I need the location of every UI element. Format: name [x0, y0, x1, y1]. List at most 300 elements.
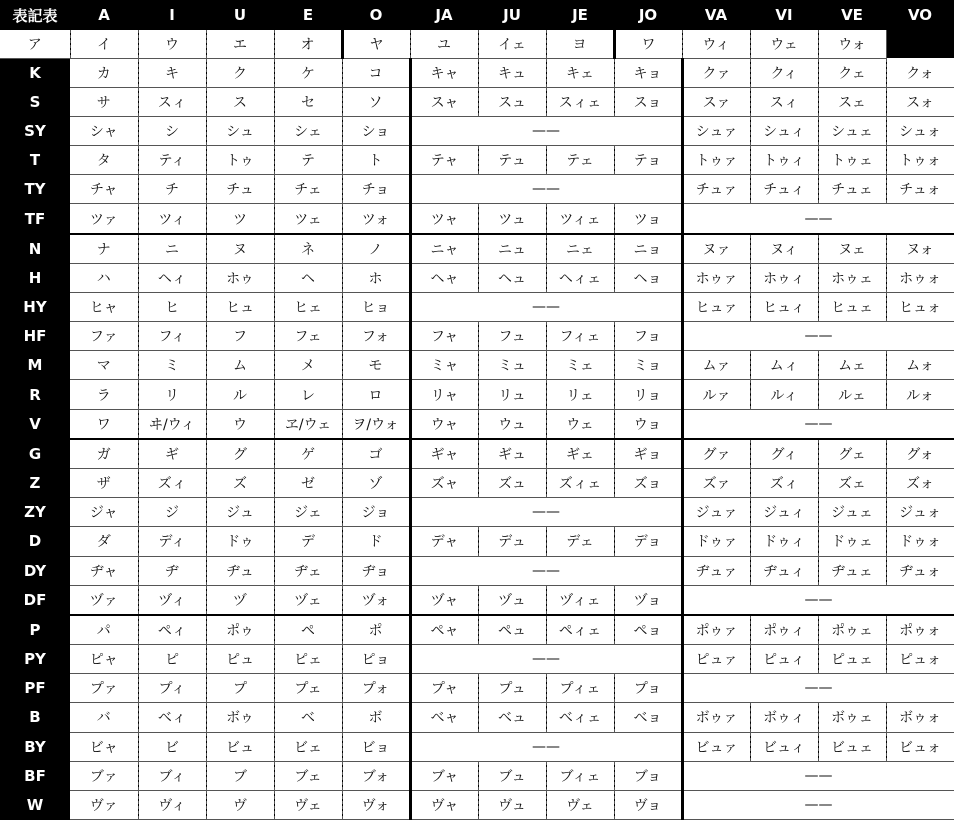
table-corner-title: 表記表	[0, 0, 70, 30]
kana-cell: ゴ	[342, 439, 410, 469]
kana-cell: クァ	[682, 58, 750, 87]
column-header: JE	[546, 0, 614, 30]
kana-cell: ヂェ	[274, 556, 342, 585]
kana-cell: ヘィ	[138, 264, 206, 293]
kana-cell: ペィェ	[546, 615, 614, 645]
kana-cell: ジ	[138, 498, 206, 527]
kana-cell: ルェ	[818, 380, 886, 409]
kana-cell: キェ	[546, 58, 614, 87]
row-header: M	[0, 351, 70, 380]
kana-cell: ムァ	[682, 351, 750, 380]
kana-cell: ウュ	[478, 409, 546, 439]
kana-cell: ト	[342, 146, 410, 175]
kana-cell: ハ	[70, 264, 138, 293]
kana-cell: キャ	[410, 58, 478, 87]
table-row	[0, 117, 954, 146]
kana-cell: オ	[274, 30, 342, 58]
kana-cell: ブュ	[478, 761, 546, 790]
kana-cell: ジュ	[206, 498, 274, 527]
kana-cell: トゥェ	[818, 146, 886, 175]
kana-cell: ヌォ	[886, 234, 954, 264]
kana-cell: フォ	[342, 322, 410, 351]
table-row	[0, 351, 954, 380]
kana-cell: トゥォ	[886, 146, 954, 175]
kana-cell: ツィ	[138, 204, 206, 234]
table-row	[0, 30, 954, 58]
kana-cell: ヅュ	[478, 585, 546, 615]
kana-cell: フャ	[410, 322, 478, 351]
kana-cell: ムェ	[818, 351, 886, 380]
kana-cell: ヂュァ	[682, 556, 750, 585]
kana-cell: ウィ	[682, 30, 750, 58]
kana-cell: ボゥ	[206, 703, 274, 732]
kana-cell: ミュ	[478, 351, 546, 380]
kana-cell: ピュィ	[750, 645, 818, 674]
row-header: BY	[0, 732, 70, 761]
row-header: DF	[0, 585, 70, 615]
kana-cell: ヤ	[342, 30, 410, 58]
kana-cell: ドゥ	[206, 527, 274, 556]
kana-cell: ヅ	[206, 585, 274, 615]
kana-cell: プュ	[478, 674, 546, 703]
kana-cell: ショ	[342, 117, 410, 146]
kana-cell: ヒェ	[274, 293, 342, 322]
kana-cell: チャ	[70, 175, 138, 204]
kana-cell: ヴォ	[342, 790, 410, 819]
kana-cell: チョ	[342, 175, 410, 204]
kana-cell: ウ	[206, 409, 274, 439]
kana-cell: ジュァ	[682, 498, 750, 527]
kana-cell: サ	[70, 88, 138, 117]
kana-cell: ボ	[342, 703, 410, 732]
kana-cell: ム	[206, 351, 274, 380]
kana-cell: デャ	[410, 527, 478, 556]
row-header: PF	[0, 674, 70, 703]
kana-cell: フュ	[478, 322, 546, 351]
kana-cell: フョ	[614, 322, 682, 351]
table-row	[0, 234, 954, 264]
kana-cell: ズョ	[614, 469, 682, 498]
kana-cell: ズィ	[138, 469, 206, 498]
row-header: TY	[0, 175, 70, 204]
kana-cell: ムィ	[750, 351, 818, 380]
kana-cell: ピュァ	[682, 645, 750, 674]
kana-cell: チ	[138, 175, 206, 204]
kana-cell: ツォ	[342, 204, 410, 234]
kana-cell: ヴァ	[70, 790, 138, 819]
kana-cell: ブャ	[410, 761, 478, 790]
kana-cell: ドゥァ	[682, 527, 750, 556]
table-row	[0, 790, 954, 819]
table-row	[0, 293, 954, 322]
kana-cell: スェ	[818, 88, 886, 117]
kana-cell: ボゥィ	[750, 703, 818, 732]
kana-cell: ピュォ	[886, 645, 954, 674]
kana-cell: デュ	[478, 527, 546, 556]
kana-cell: ル	[206, 380, 274, 409]
kana-cell: ニ	[138, 234, 206, 264]
kana-cell: ヘ	[274, 264, 342, 293]
kana-cell: ホゥェ	[818, 264, 886, 293]
kana-cell: チュィ	[750, 175, 818, 204]
kana-cell: ジュォ	[886, 498, 954, 527]
kana-cell: ルァ	[682, 380, 750, 409]
kana-cell: ピュェ	[818, 645, 886, 674]
kana-cell: ズュ	[478, 469, 546, 498]
column-header: VA	[682, 0, 750, 30]
kana-cell: ボゥァ	[682, 703, 750, 732]
table-row	[0, 175, 954, 204]
kana-cell: ベィ	[138, 703, 206, 732]
kana-cell: マ	[70, 351, 138, 380]
kana-cell: スィ	[138, 88, 206, 117]
row-header: ZY	[0, 498, 70, 527]
kana-cell: リャ	[410, 380, 478, 409]
kana-cell: ヂュォ	[886, 556, 954, 585]
column-header: JA	[410, 0, 478, 30]
table-row	[0, 703, 954, 732]
table-row	[0, 58, 954, 87]
kana-cell: ベィェ	[546, 703, 614, 732]
kana-cell: テャ	[410, 146, 478, 175]
kana-cell: ズャ	[410, 469, 478, 498]
kana-cell: ニュ	[478, 234, 546, 264]
kana-cell: ヴェ	[274, 790, 342, 819]
kana-cell: ビャ	[70, 732, 138, 761]
kana-cell: ニャ	[410, 234, 478, 264]
kana-cell: プィェ	[546, 674, 614, 703]
kana-cell: ペィ	[138, 615, 206, 645]
row-header: Z	[0, 469, 70, 498]
kana-cell: ゲ	[274, 439, 342, 469]
kana-cell: グ	[206, 439, 274, 469]
row-header: HF	[0, 322, 70, 351]
column-header: O	[342, 0, 410, 30]
kana-cell: ホゥォ	[886, 264, 954, 293]
kana-cell: ポゥォ	[886, 615, 954, 645]
row-header: DY	[0, 556, 70, 585]
kana-cell: デョ	[614, 527, 682, 556]
kana-cell: ツァ	[70, 204, 138, 234]
kana-cell: ウ	[138, 30, 206, 58]
kana-cell: ミャ	[410, 351, 478, 380]
kana-cell: ポ	[342, 615, 410, 645]
kana-cell: スャ	[410, 88, 478, 117]
kana-cell: ヒ	[138, 293, 206, 322]
kana-cell: シュィ	[750, 117, 818, 146]
kana-cell: ヌィ	[750, 234, 818, 264]
kana-cell: ビュォ	[886, 732, 954, 761]
kana-cell: プ	[206, 674, 274, 703]
kana-cell: ジェ	[274, 498, 342, 527]
kana-cell: シュァ	[682, 117, 750, 146]
kana-cell: ヅァ	[70, 585, 138, 615]
kana-cell: ホゥィ	[750, 264, 818, 293]
kana-cell: ロ	[342, 380, 410, 409]
kana-cell: ギ	[138, 439, 206, 469]
kana-cell: ギェ	[546, 439, 614, 469]
kana-cell: ヴャ	[410, 790, 478, 819]
kana-cell: ホ	[342, 264, 410, 293]
kana-cell: ミェ	[546, 351, 614, 380]
kana-cell: ヒャ	[70, 293, 138, 322]
kana-cell: ビュァ	[682, 732, 750, 761]
kana-cell: ギュ	[478, 439, 546, 469]
not-applicable-cell: ——	[410, 117, 682, 146]
table-row	[0, 732, 954, 761]
column-header: JO	[614, 0, 682, 30]
kana-cell: ポゥィ	[750, 615, 818, 645]
kana-table-body	[0, 30, 954, 820]
kana-cell: ヅィ	[138, 585, 206, 615]
kana-cell: ベ	[274, 703, 342, 732]
kana-cell: シ	[138, 117, 206, 146]
table-row	[0, 264, 954, 293]
row-header: TF	[0, 204, 70, 234]
kana-cell: ヒョ	[342, 293, 410, 322]
kana-cell: キュ	[478, 58, 546, 87]
kana-cell: スィ	[750, 88, 818, 117]
not-applicable-cell: ——	[682, 790, 954, 819]
kana-cell: タ	[70, 146, 138, 175]
row-header: N	[0, 234, 70, 264]
kana-cell: パ	[70, 615, 138, 645]
kana-cell: ポゥァ	[682, 615, 750, 645]
kana-cell: ヒュァ	[682, 293, 750, 322]
kana-cell: ジャ	[70, 498, 138, 527]
kana-cell: ヴェ	[546, 790, 614, 819]
kana-cell: ヘュ	[478, 264, 546, 293]
kana-cell: ワ	[614, 30, 682, 58]
table-row	[0, 645, 954, 674]
kana-cell: ヅョ	[614, 585, 682, 615]
kana-cell: テュ	[478, 146, 546, 175]
kana-cell: ス	[206, 88, 274, 117]
row-header: H	[0, 264, 70, 293]
kana-cell: ネ	[274, 234, 342, 264]
kana-cell: ザ	[70, 469, 138, 498]
kana-cell: ウェ	[750, 30, 818, 58]
kana-cell: ペュ	[478, 615, 546, 645]
kana-cell: ヒュォ	[886, 293, 954, 322]
kana-cell: ツィェ	[546, 204, 614, 234]
row-header: W	[0, 790, 70, 819]
kana-cell: メ	[274, 351, 342, 380]
kana-cell: スォ	[886, 88, 954, 117]
kana-cell: ク	[206, 58, 274, 87]
kana-cell: ドゥェ	[818, 527, 886, 556]
kana-cell: ヂュェ	[818, 556, 886, 585]
kana-cell: ミョ	[614, 351, 682, 380]
kana-cell: ヂョ	[342, 556, 410, 585]
kana-cell: ビョ	[342, 732, 410, 761]
kana-cell: トゥァ	[682, 146, 750, 175]
table-row	[0, 615, 954, 645]
kana-cell: レ	[274, 380, 342, 409]
row-header: HY	[0, 293, 70, 322]
kana-cell: ズィ	[750, 469, 818, 498]
not-applicable-cell: ——	[410, 175, 682, 204]
not-applicable-cell: ——	[682, 322, 954, 351]
kana-cell: ツェ	[274, 204, 342, 234]
kana-cell: チュァ	[682, 175, 750, 204]
kana-cell: ヲ/ウォ	[342, 409, 410, 439]
kana-cell: モ	[342, 351, 410, 380]
kana-cell: ピュ	[206, 645, 274, 674]
kana-cell: ギョ	[614, 439, 682, 469]
kana-cell: ルォ	[886, 380, 954, 409]
row-header: K	[0, 58, 70, 87]
kana-cell: ルィ	[750, 380, 818, 409]
kana-cell: ノ	[342, 234, 410, 264]
kana-cell: スョ	[614, 88, 682, 117]
kana-cell: カ	[70, 58, 138, 87]
kana-cell: ヒュィ	[750, 293, 818, 322]
kana-cell: ベュ	[478, 703, 546, 732]
column-header: A	[70, 0, 138, 30]
kana-cell: エ	[206, 30, 274, 58]
kana-cell: ズェ	[818, 469, 886, 498]
kana-cell: ウェ	[546, 409, 614, 439]
kana-cell: ヌァ	[682, 234, 750, 264]
kana-cell: ヒュ	[206, 293, 274, 322]
kana-cell: ビュェ	[818, 732, 886, 761]
kana-cell: ツュ	[478, 204, 546, 234]
column-header: U	[206, 0, 274, 30]
kana-cell: ペョ	[614, 615, 682, 645]
kana-cell: リュ	[478, 380, 546, 409]
kana-cell: フェ	[274, 322, 342, 351]
kana-cell: シュ	[206, 117, 274, 146]
table-row	[0, 439, 954, 469]
kana-cell: ビ	[138, 732, 206, 761]
table-row	[0, 88, 954, 117]
kana-cell: ヂュ	[206, 556, 274, 585]
kana-cell: スァ	[682, 88, 750, 117]
kana-cell: ヌェ	[818, 234, 886, 264]
kana-cell: キョ	[614, 58, 682, 87]
kana-cell: ヴュ	[478, 790, 546, 819]
kana-cell: ガ	[70, 439, 138, 469]
kana-cell: バ	[70, 703, 138, 732]
kana-cell: プャ	[410, 674, 478, 703]
kana-cell: ズ	[206, 469, 274, 498]
kana-cell: シェ	[274, 117, 342, 146]
table-row	[0, 380, 954, 409]
row-header: D	[0, 527, 70, 556]
row-header: SY	[0, 117, 70, 146]
kana-cell: トゥ	[206, 146, 274, 175]
kana-cell: ビュィ	[750, 732, 818, 761]
header-row	[0, 0, 954, 30]
kana-cell: ピ	[138, 645, 206, 674]
kana-cell: シュェ	[818, 117, 886, 146]
kana-cell: ユ	[410, 30, 478, 58]
kana-cell: ビュ	[206, 732, 274, 761]
kana-cell: ゾ	[342, 469, 410, 498]
kana-cell: ファ	[70, 322, 138, 351]
kana-cell: ツャ	[410, 204, 478, 234]
kana-cell: ベャ	[410, 703, 478, 732]
kana-cell: ペャ	[410, 615, 478, 645]
kana-cell: プョ	[614, 674, 682, 703]
kana-cell: テ	[274, 146, 342, 175]
kana-cell: ジュェ	[818, 498, 886, 527]
kana-cell: チュォ	[886, 175, 954, 204]
kana-cell: ナ	[70, 234, 138, 264]
kana-cell: イ	[70, 30, 138, 58]
kana-cell: デェ	[546, 527, 614, 556]
kana-cell: ヨ	[546, 30, 614, 58]
kana-cell: ヴ	[206, 790, 274, 819]
kana-cell: ジュィ	[750, 498, 818, 527]
column-header: VO	[886, 0, 954, 30]
kana-cell: クェ	[818, 58, 886, 87]
not-applicable-cell: ——	[682, 204, 954, 234]
kana-cell: ポゥ	[206, 615, 274, 645]
kana-cell: セ	[274, 88, 342, 117]
kana-cell: テョ	[614, 146, 682, 175]
kana-cell: ヴョ	[614, 790, 682, 819]
kana-cell: フィ	[138, 322, 206, 351]
kana-cell: ブェ	[274, 761, 342, 790]
kana-cell: デ	[274, 527, 342, 556]
table-row	[0, 761, 954, 790]
kana-cell: ブ	[206, 761, 274, 790]
kana-cell: ヂュィ	[750, 556, 818, 585]
kana-cell: ディ	[138, 527, 206, 556]
kana-cell: プァ	[70, 674, 138, 703]
kana-cell: チュ	[206, 175, 274, 204]
kana-cell: ヒュェ	[818, 293, 886, 322]
kana-cell: クォ	[886, 58, 954, 87]
kana-cell: ブョ	[614, 761, 682, 790]
kana-cell: ヅィェ	[546, 585, 614, 615]
not-applicable-cell: ——	[682, 409, 954, 439]
kana-cell: シャ	[70, 117, 138, 146]
kana-cell: フィェ	[546, 322, 614, 351]
kana-cell: ズォ	[886, 469, 954, 498]
kana-cell: リ	[138, 380, 206, 409]
kana-cell: ソ	[342, 88, 410, 117]
kana-cell: ゼ	[274, 469, 342, 498]
kana-cell: ワ	[70, 409, 138, 439]
kana-cell: クィ	[750, 58, 818, 87]
row-header: B	[0, 703, 70, 732]
kana-cell: ツ	[206, 204, 274, 234]
table-row	[0, 146, 954, 175]
kana-cell: ヰ/ウィ	[138, 409, 206, 439]
table-row	[0, 527, 954, 556]
kana-cell: ヱ/ウェ	[274, 409, 342, 439]
table-row	[0, 204, 954, 234]
kana-cell: トゥィ	[750, 146, 818, 175]
column-header: E	[274, 0, 342, 30]
kana-cell: テェ	[546, 146, 614, 175]
kana-cell: ツョ	[614, 204, 682, 234]
kana-cell: ダ	[70, 527, 138, 556]
kana-cell: ヂャ	[70, 556, 138, 585]
kana-cell: プィ	[138, 674, 206, 703]
kana-cell: スュ	[478, 88, 546, 117]
table-row	[0, 556, 954, 585]
row-header: R	[0, 380, 70, 409]
kana-cell: ギャ	[410, 439, 478, 469]
kana-cell: シュォ	[886, 117, 954, 146]
kana-cell: ヌ	[206, 234, 274, 264]
kana-cell: ピェ	[274, 645, 342, 674]
kana-cell: ニェ	[546, 234, 614, 264]
